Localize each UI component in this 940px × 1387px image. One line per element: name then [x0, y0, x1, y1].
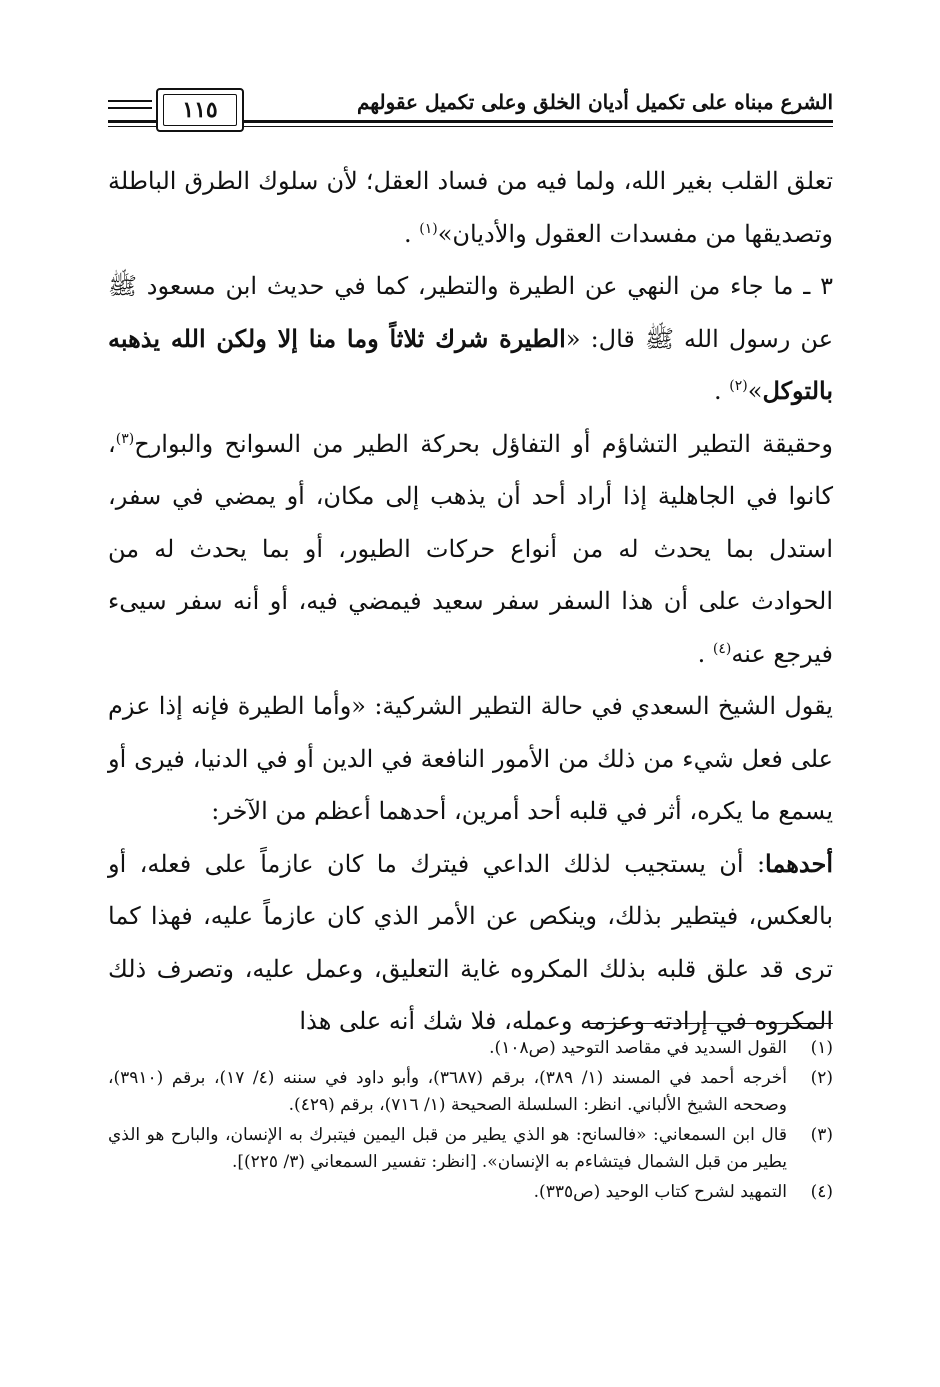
- running-title: الشرع مبناه على تكميل أديان الخلق وعلى تكميل عقولهم: [356, 90, 833, 114]
- paragraph-1-text: تعلق القلب بغير الله، ولما فيه من فساد العقل؛ لأن سلوك الطرق الباطلة وتصديقها من مفسدات العقول والأديان»: [108, 167, 833, 248]
- paragraph-3-text-a: وحقيقة التطير التشاؤم أو التفاؤل بحركة الطير من السوانح والبوارح: [134, 429, 833, 458]
- quote-close: »: [747, 377, 763, 405]
- footnote-text: قال ابن السمعاني: «فالسانح: هو الذي يطير من قبل اليمين فيتبرك به الإنسان، والبارح هو الذي يطير من قبل الشمال فيتشاءم به الإنسان». [انظر: تفسير السمعاني (٣/ ٢٢٥)].: [108, 1125, 787, 1172]
- footnote-number: (١): [810, 1038, 833, 1058]
- paragraph-5-lead: أحدهما: [765, 848, 833, 878]
- page-number: ١١٥: [182, 97, 218, 123]
- footnote-text: أخرجه أحمد في المسند (١/ ٣٨٩)، برقم (٣٦٨٧)، وأبو داود في سننه (٤/ ١٧)، برقم (٣٩١٠)، وصححه الشيخ الألباني. انظر: السلسلة الصحيحة (١/ ٧١٦)، برقم (٤٢٩).: [108, 1068, 787, 1115]
- header-ornament-lines: [108, 100, 152, 114]
- footnote-separator: [588, 1023, 833, 1024]
- paragraph-1-end: .: [404, 219, 420, 248]
- paragraph-5-text: : أن يستجيب لذلك الداعي فيترك ما كان عازماً على فعله، أو بالعكس، فيتطير بذلك، وينكص عن الأمر الذي كان عازماً عليه، فهذا كما ترى قد علق قلبه بذلك المكروه غاية التعليق، وعمل عليه، وتصرف ذلك المكروه في إرادته وعزمه وعمله، فلا شك أنه على هذا: [108, 849, 833, 1035]
- footnote-text: التمهيد لشرح كتاب الوحيد (ص٣٣٥).: [533, 1182, 787, 1202]
- paragraph-3-end: .: [697, 639, 713, 668]
- hadith-quote: الطيرة شرك ثلاثاً وما منا إلا ولكن الله يذهبه بالتوكل: [108, 323, 833, 405]
- footnote-number: (٢): [810, 1068, 833, 1088]
- footnote-ref-3[interactable]: (٣): [115, 430, 135, 447]
- footnote: [108, 1065, 833, 1119]
- footnote-number: (٤): [810, 1182, 833, 1202]
- paragraph-2: [108, 260, 833, 418]
- paragraph-1: [108, 155, 833, 260]
- footnote-text: القول السديد في مقاصد التوحيد (ص١٠٨).: [489, 1038, 787, 1058]
- footnote-ref-2[interactable]: (٢): [729, 378, 748, 394]
- paragraph-5: [108, 838, 833, 1048]
- paragraph-3-text-b: ، كانوا في الجاهلية إذا أراد أحد أن يذهب إلى مكان، أو يمضي في سفر، استدل بما يحدث له من أنواع حركات الطيور، أو بما يحدث له من الحوادث على أن هذا السفر سفر سعيد فيمضي فيه، أو أنه سفر سيىء فيرجع عنه: [108, 429, 833, 668]
- paragraph-2-end: .: [714, 377, 730, 405]
- footnote-ref-1[interactable]: (١): [419, 220, 438, 237]
- page-number-frame: [156, 88, 244, 132]
- footnote-number: (٣): [810, 1125, 833, 1145]
- page-header: [108, 88, 833, 134]
- footnote: [108, 1179, 833, 1206]
- paragraph-4: يقول الشيخ السعدي في حالة التطير الشركية: «وأما الطيرة فإنه إذا عزم على فعل شيء من ذلك من الأمور النافعة في الدين أو في الدنيا، فيرى أو يسمع ما يكره، أثر في قلبه أحد أمرين، أحدهما أعظم من الآخر:: [108, 692, 834, 825]
- footnote: [108, 1122, 833, 1176]
- footnote-ref-4[interactable]: (٤): [712, 640, 732, 657]
- paragraph-3: [108, 418, 833, 681]
- footnotes: [108, 1035, 833, 1209]
- main-text: [108, 155, 833, 1048]
- paragraph-2-lead: ٣ ـ ما جاء من النهي عن الطيرة والتطير، كما في حديث ابن مسعود ﷺ عن رسول الله ﷺ قال: «: [108, 272, 834, 353]
- footnote: [108, 1035, 833, 1062]
